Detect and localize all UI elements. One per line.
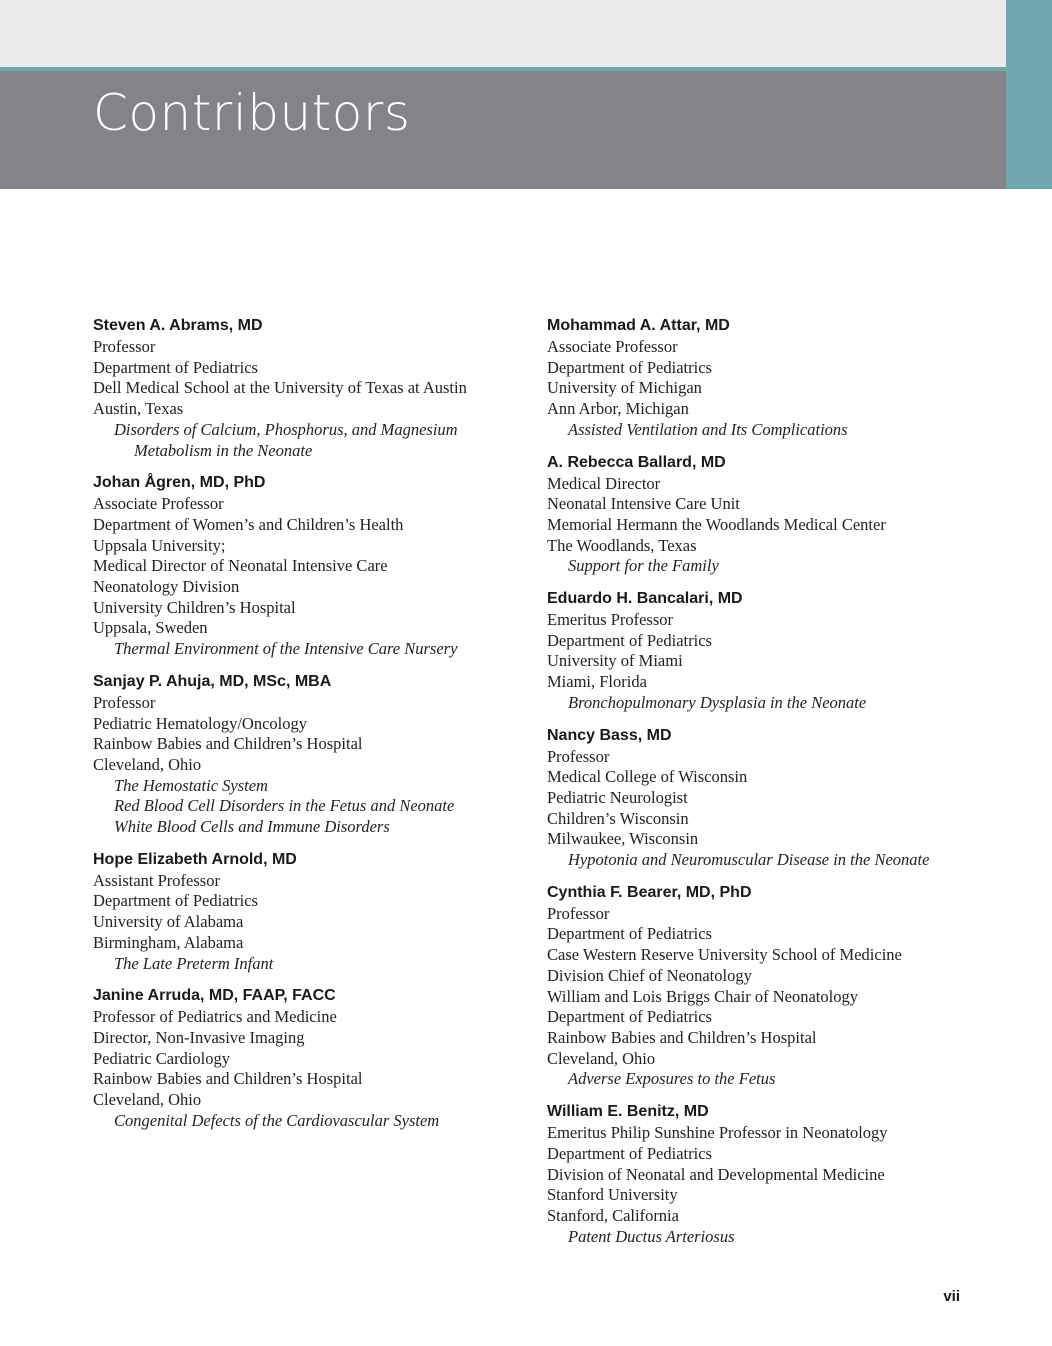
chapter-title: Hypotonia and Neuromuscular Disease in the Neonate (568, 850, 930, 870)
affiliation-line: Uppsala, Sweden (93, 618, 208, 638)
affiliation-line: Medical Director of Neonatal Intensive Care (93, 556, 388, 576)
chapter-title: Red Blood Cell Disorders in the Fetus and Neonate (114, 796, 455, 816)
affiliation-line: University of Michigan (547, 378, 702, 398)
affiliation-line: Neonatology Division (93, 577, 240, 597)
affiliation-line: Children’s Wisconsin (547, 808, 689, 828)
contributor-name: A. Rebecca Ballard, MD (547, 453, 726, 471)
affiliation-line: Professor of Pediatrics and Medicine (93, 1007, 337, 1027)
contributor-entry (547, 315, 987, 441)
affiliation-line: Miami, Florida (547, 672, 647, 692)
chapter-title: The Late Preterm Infant (114, 953, 274, 973)
contributor-name: Cynthia F. Bearer, MD, PhD (547, 883, 752, 901)
chapter-tab (1006, 0, 1052, 189)
affiliation-line: University of Miami (547, 651, 683, 671)
affiliation-line: Cleveland, Ohio (93, 754, 202, 774)
contributor-entry (547, 882, 987, 1090)
affiliation-line: Cleveland, Ohio (547, 1048, 656, 1068)
chapter-title: Congenital Defects of the Cardiovascular System (114, 1110, 440, 1130)
contributor-name: Eduardo H. Bancalari, MD (547, 590, 743, 608)
affiliation-line: Birmingham, Alabama (93, 932, 244, 952)
affiliation-line: Ann Arbor, Michigan (547, 399, 689, 419)
contributor-name: Mohammad A. Attar, MD (547, 317, 730, 334)
affiliation-line: Associate Professor (547, 337, 678, 356)
affiliation-line: Rainbow Babies and Children’s Hospital (547, 1027, 817, 1047)
affiliation-line: Professor (547, 903, 610, 923)
chapter-title: Support for the Family (568, 556, 719, 576)
affiliation-line: Rainbow Babies and Children’s Hospital (93, 1069, 363, 1089)
contributor-entry (547, 1101, 987, 1247)
affiliation-line: Emeritus Philip Sunshine Professor in Neonatology (547, 1123, 888, 1143)
affiliation-line: Rainbow Babies and Children’s Hospital (93, 734, 363, 754)
affiliation-line: Department of Pediatrics (547, 924, 712, 944)
contributor-entry (547, 452, 987, 578)
affiliation-line: Case Western Reserve University School of Medicine (547, 945, 902, 965)
affiliation-line: Stanford, California (547, 1205, 679, 1225)
contributor-entry (93, 671, 523, 838)
affiliation-line: Pediatric Hematology/Oncology (93, 713, 307, 733)
contributor-entry (93, 315, 523, 461)
affiliation-line: Department of Women’s and Children’s Health (93, 514, 404, 534)
contributor-name: Sanjay P. Ahuja, MD, MSc, MBA (93, 672, 332, 690)
chapter-title: Bronchopulmonary Dysplasia in the Neonate (568, 692, 867, 712)
affiliation-line: Medical Director (547, 473, 661, 493)
affiliation-line: Professor (547, 746, 610, 766)
affiliation-line: Assistant Professor (93, 870, 220, 890)
page-number: vii (943, 1288, 960, 1305)
affiliation-line: Neonatal Intensive Care Unit (547, 494, 740, 514)
contributor-name: William E. Benitz, MD (547, 1103, 709, 1121)
affiliation-line: Medical College of Wisconsin (547, 767, 748, 787)
affiliation-line: Pediatric Neurologist (547, 787, 688, 807)
chapter-title: Thermal Environment of the Intensive Care Nursery (114, 639, 458, 659)
affiliation-line: Department of Pediatrics (547, 1143, 712, 1163)
contributor-name: Steven A. Abrams, MD (93, 317, 263, 334)
contributor-name: Hope Elizabeth Arnold, MD (93, 850, 297, 868)
affiliation-line: Associate Professor (93, 494, 224, 514)
affiliation-line: Department of Pediatrics (547, 630, 712, 650)
affiliation-line: Pediatric Cardiology (93, 1048, 231, 1068)
contributors-column-right (547, 315, 987, 1258)
affiliation-line: Director, Non-Invasive Imaging (93, 1027, 305, 1047)
chapter-title: Disorders of Calcium, Phosphorus, and Magnesium Metabolism in the Neonate (114, 419, 458, 460)
affiliation-line: Stanford University (547, 1185, 678, 1205)
affiliation-line: Professor (93, 692, 156, 712)
affiliation-line: Milwaukee, Wisconsin (547, 829, 699, 849)
affiliation-line: Department of Pediatrics (93, 357, 258, 377)
chapter-title: Patent Ductus Arteriosus (568, 1226, 735, 1246)
contributor-entry (547, 588, 987, 714)
affiliation-line: Division Chief of Neonatology (547, 965, 752, 985)
contributor-name: Johan Ågren, MD, PhD (93, 474, 266, 492)
contributor-entry (93, 985, 523, 1131)
contributor-entry (547, 725, 987, 871)
page-title: Contributors (93, 84, 411, 142)
chapter-title: Assisted Ventilation and Its Complications (568, 419, 848, 439)
affiliation-line: Department of Pediatrics (547, 1007, 712, 1027)
affiliation-line: Dell Medical School at the University of Texas at Austin (93, 378, 467, 398)
affiliation-line: Memorial Hermann the Woodlands Medical Center (547, 514, 886, 534)
affiliation-line: University of Alabama (93, 912, 244, 932)
affiliation-line: Austin, Texas (93, 399, 184, 419)
contributor-entry (93, 849, 523, 975)
contributor-name: Nancy Bass, MD (547, 726, 672, 744)
affiliation-line: Uppsala University; (93, 535, 226, 555)
chapter-title: The Hemostatic System (114, 775, 268, 795)
affiliation-line: Professor (93, 337, 156, 356)
chapter-title: White Blood Cells and Immune Disorders (114, 817, 390, 837)
contributor-entry (93, 472, 523, 660)
header-top-strip (0, 0, 1006, 67)
affiliation-line: William and Lois Briggs Chair of Neonatology (547, 986, 858, 1006)
affiliation-line: Cleveland, Ohio (93, 1090, 202, 1110)
affiliation-line: The Woodlands, Texas (547, 535, 697, 555)
contributors-column-left (93, 315, 523, 1143)
affiliation-line: Department of Pediatrics (93, 891, 258, 911)
affiliation-line: Division of Neonatal and Developmental Medicine (547, 1164, 885, 1184)
chapter-title: Adverse Exposures to the Fetus (568, 1069, 776, 1089)
affiliation-line: University Children’s Hospital (93, 597, 296, 617)
affiliation-line: Emeritus Professor (547, 610, 674, 630)
affiliation-line: Department of Pediatrics (547, 357, 712, 377)
contributor-name: Janine Arruda, MD, FAAP, FACC (93, 987, 336, 1005)
